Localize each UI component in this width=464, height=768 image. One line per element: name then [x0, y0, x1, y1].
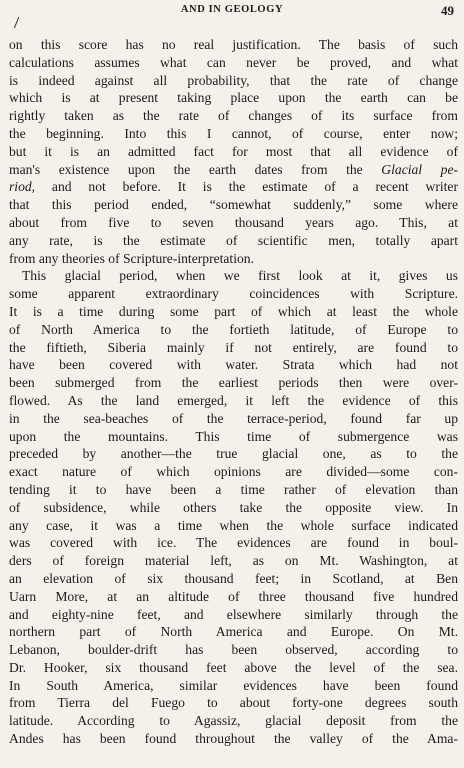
line-text: Uarn More, at an altitude of three thousand five hundred [9, 588, 458, 604]
line-text: an elevation of six thousand feet; in Scotland, at Ben [9, 570, 458, 586]
text-line [9, 339, 458, 357]
text-line [9, 694, 458, 712]
body-text [9, 36, 458, 748]
text-line [9, 534, 458, 552]
text-line [9, 588, 458, 606]
text-line [9, 267, 458, 285]
text-line [9, 428, 458, 446]
text-line [9, 89, 458, 107]
text-line [9, 606, 458, 624]
line-text: that this period ended, “somewhat suddenly,” some where [9, 197, 458, 213]
line-text: This glacial period, when we first look at it, gives us [22, 268, 458, 284]
line-text: the fiftieth, Siberia mainly if not entirely, are found to [9, 339, 458, 355]
text-line [9, 54, 458, 72]
running-head [6, 4, 458, 20]
text-line [9, 36, 458, 54]
line-text: but it is an admitted fact for most that all evidence of [9, 143, 458, 159]
text-line [9, 570, 458, 588]
text-line [9, 285, 458, 303]
line-text: any rate, is the estimate of scientific men, totally apart [9, 232, 458, 248]
text-line [9, 214, 458, 232]
line-text: and eighty-nine feet, and elsewhere similarly through the [9, 606, 458, 622]
line-italic-text: riod, [9, 179, 36, 195]
text-line [9, 356, 458, 374]
text-line [9, 712, 458, 730]
running-title: AND IN GEOLOGY [180, 4, 284, 15]
text-line [9, 463, 458, 481]
text-line [9, 623, 458, 641]
text-line [9, 730, 458, 748]
line-text: which is at present taking place upon the earth can be [9, 90, 458, 106]
line-text: ders of foreign material left, as on Mt. Washington, at [9, 553, 458, 569]
line-text: Lebanon, boulder-drift has been observed, according to [9, 642, 458, 658]
text-line [9, 552, 458, 570]
text-line [9, 410, 458, 428]
line-text: tending it to have been a time rather of elevation than [9, 481, 458, 497]
text-line [9, 677, 458, 695]
line-text: of subsidence, while others take the opposite view. In [9, 499, 458, 515]
line-text: exact nature of which opinions are divided—some con- [9, 464, 458, 480]
page-number: 49 [441, 3, 454, 18]
line-text: in the sea-beaches of the terrace-period, found far up [9, 410, 458, 426]
line-text: Andes has been found throughout the valley of the Ama- [9, 731, 458, 747]
text-line [9, 107, 458, 125]
line-text: rightly taken as the rate of changes of its surface from [9, 108, 458, 124]
text-line [9, 374, 458, 392]
text-line [9, 178, 458, 196]
line-text: of North America to the fortieth latitude, of Europe to [9, 321, 458, 337]
line-text: It is a time during some part of which at least the whole [9, 303, 458, 319]
line-text: man's existence upon the earth dates from the [9, 161, 382, 177]
text-line [9, 517, 458, 535]
text-line [9, 445, 458, 463]
text-line [9, 481, 458, 499]
text-line [9, 321, 458, 339]
line-text: some apparent extraordinary coincidences with Scripture. [9, 286, 458, 302]
line-text: have been covered with water. Strata which had not [9, 357, 458, 373]
line-text: Dr. Hooker, six thousand feet above the level of the sea. [9, 659, 458, 675]
text-line [9, 641, 458, 659]
text-line [9, 303, 458, 321]
text-line [9, 499, 458, 517]
text-line [9, 392, 458, 410]
text-line [9, 125, 458, 143]
text-line [9, 232, 458, 250]
line-text: calculations assumes what can never be proved, and what [9, 54, 458, 70]
line-text: preceded by another—the true glacial one, as to the [9, 446, 458, 462]
line-text: is indeed against all probability, that the rate of change [9, 72, 458, 88]
line-text: In South America, similar evidences have been found [9, 677, 458, 693]
line-text: was covered with ice. The evidences are found in boul- [9, 535, 458, 551]
line-text: and not before. It is the estimate of a recent writer [35, 179, 458, 195]
line-text: latitude. According to Agassiz, glacial deposit from the [9, 713, 458, 729]
line-text: upon the mountains. This time of submergence was [9, 428, 458, 444]
line-text: the beginning. Into this I cannot, of course, enter now; [9, 125, 458, 141]
text-line [9, 161, 458, 179]
line-text: on this score has no real justification. The basis of such [9, 37, 458, 52]
text-line [9, 143, 458, 161]
text-line [9, 196, 458, 214]
line-text: about from five to seven thousand years ago. This, at [9, 214, 458, 230]
text-line [9, 72, 458, 90]
text-line [9, 250, 458, 268]
line-text: northern part of North America and Europe. On Mt. [9, 624, 458, 640]
line-italic-text: Glacial pe- [381, 161, 459, 177]
line-text: from any theories of Scripture-interpretation. [9, 250, 254, 266]
text-line [9, 659, 458, 677]
line-text: any case, it was a time when the whole surface indicated [9, 517, 458, 533]
line-text: flowed. As the land emerged, it left the evidence of this [9, 392, 458, 408]
line-text: from Tierra del Fuego to about forty-one degrees south [9, 695, 458, 711]
line-text: been submerged from the earliest periods then were over- [9, 375, 458, 391]
